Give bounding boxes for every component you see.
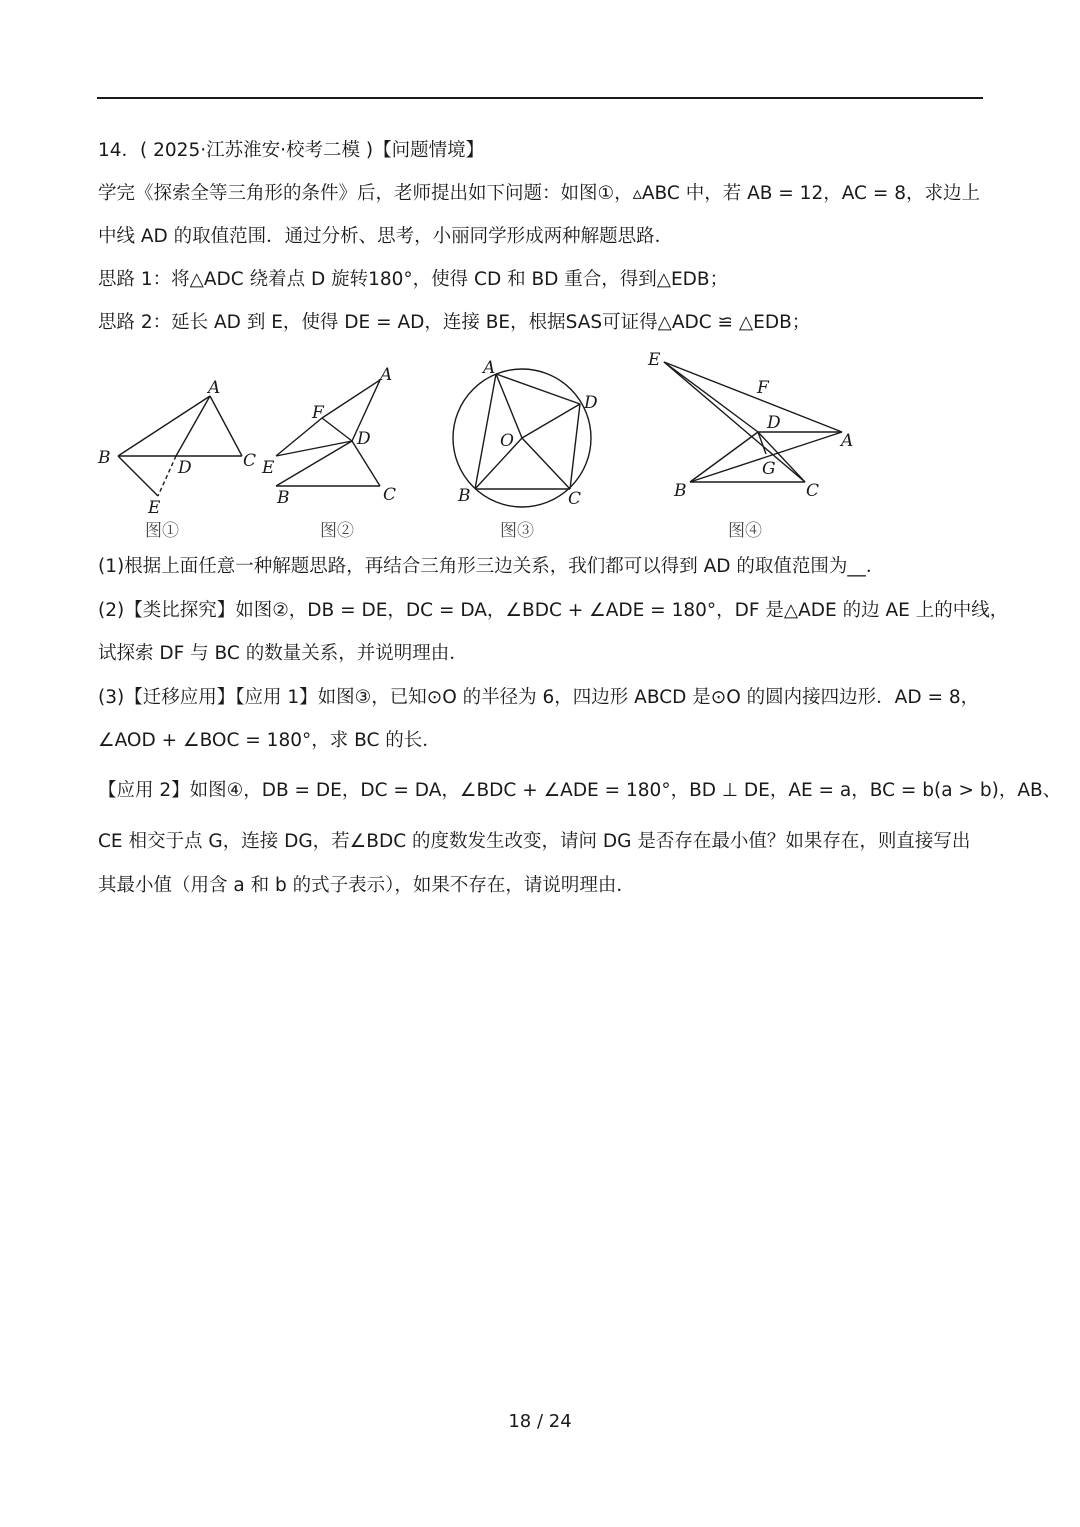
fig1-caption: 图① <box>145 521 179 541</box>
figure-2 <box>261 365 396 541</box>
figure-1 <box>97 378 256 541</box>
fig3-label-o: O <box>500 431 514 451</box>
application-2-line-1: 【应用 2】如图④，DB = DE，DC = DA，∠BDC + ∠ADE = 180°，BD ⊥ DE，AE = a，BC = b(a > b)，AB、 <box>98 780 1062 801</box>
approach-2: 思路 2：延长 AD 到 E，使得 DE = AD，连接 BE，根据SAS可证得△ADC ≌ △EDB； <box>98 312 811 333</box>
figure-3 <box>453 358 598 541</box>
fig3-label-c: C <box>568 489 582 509</box>
application-2-line-3: 其最小值（用含 a 和 b 的式子表示），如果不存在，请说明理由． <box>98 875 635 896</box>
part-3-text-line-2: ∠AOD + ∠BOC = 180°，求 BC 的长． <box>98 730 441 751</box>
part-2-text-line-1: (2)【类比探究】如图②，DB = DE，DC = DA，∠BDC + ∠ADE = 180°，DF 是△ADE 的边 AE 上的中线， <box>98 600 1009 621</box>
part-1-text: (1)根据上面任意一种解题思路，再结合三角形三边关系，我们都可以得到 AD 的取值范围为__． <box>98 556 885 577</box>
fig4-label-g: G <box>762 459 776 479</box>
fig3-label-b: B <box>458 486 471 506</box>
fig2-label-f: F <box>312 403 324 423</box>
figure-4 <box>647 350 853 541</box>
fig3-label-a: A <box>483 358 496 378</box>
fig2-caption: 图② <box>320 521 354 541</box>
application-2-line-2: CE 相交于点 G，连接 DG，若∠BDC 的度数发生改变，请问 DG 是否存在最小值？如果存在，则直接写出 <box>98 831 971 852</box>
fig4-label-f: F <box>757 378 769 398</box>
fig2-label-c: C <box>383 485 397 505</box>
fig3-label-d: D <box>584 393 598 413</box>
part-2-text-line-2: 试探索 DF 与 BC 的数量关系，并说明理由． <box>98 643 468 664</box>
figures-svg <box>90 348 990 548</box>
fig1-label-b: B <box>98 448 111 468</box>
fig4-caption: 图④ <box>728 521 762 541</box>
fig2-label-b: B <box>277 488 290 508</box>
part-3-text-line-1: (3)【迁移应用】【应用 1】如图③，已知⊙O 的半径为 6，四边形 ABCD 是⊙O 的圆内接四边形．AD = 8， <box>98 687 980 708</box>
page-number: 18 / 24 <box>508 1411 572 1432</box>
problem-text-line-1: 学完《探索全等三角形的条件》后，老师提出如下问题：如图①，▵ABC 中，若 AB = 12，AC = 8，求边上 <box>98 183 981 204</box>
fig1-label-d: D <box>178 458 192 478</box>
fig4-label-b: B <box>674 481 687 501</box>
fig2-label-a: A <box>380 365 393 385</box>
fig4-label-d: D <box>767 413 781 433</box>
problem-text-line-2: 中线 AD 的取值范围．通过分析、思考，小丽同学形成两种解题思路． <box>98 226 674 247</box>
question-heading: 14．( 2025·江苏淮安·校考二模 )【问题情境】 <box>98 140 485 161</box>
fig4-label-e: E <box>648 350 661 370</box>
fig4-label-c: C <box>806 481 820 501</box>
header-rule <box>97 97 983 99</box>
geometry-figures <box>90 348 990 548</box>
fig1-label-e: E <box>148 498 161 518</box>
approach-1: 思路 1：将△ADC 绕着点 D 旋转180°，使得 CD 和 BD 重合，得到△EDB； <box>98 269 729 290</box>
fig3-caption: 图③ <box>500 521 534 541</box>
fig2-label-d: D <box>357 429 371 449</box>
fig4-label-a: A <box>841 431 854 451</box>
fig2-label-e: E <box>262 458 275 478</box>
fig1-label-c: C <box>243 451 257 471</box>
fig1-label-a: A <box>208 378 221 398</box>
